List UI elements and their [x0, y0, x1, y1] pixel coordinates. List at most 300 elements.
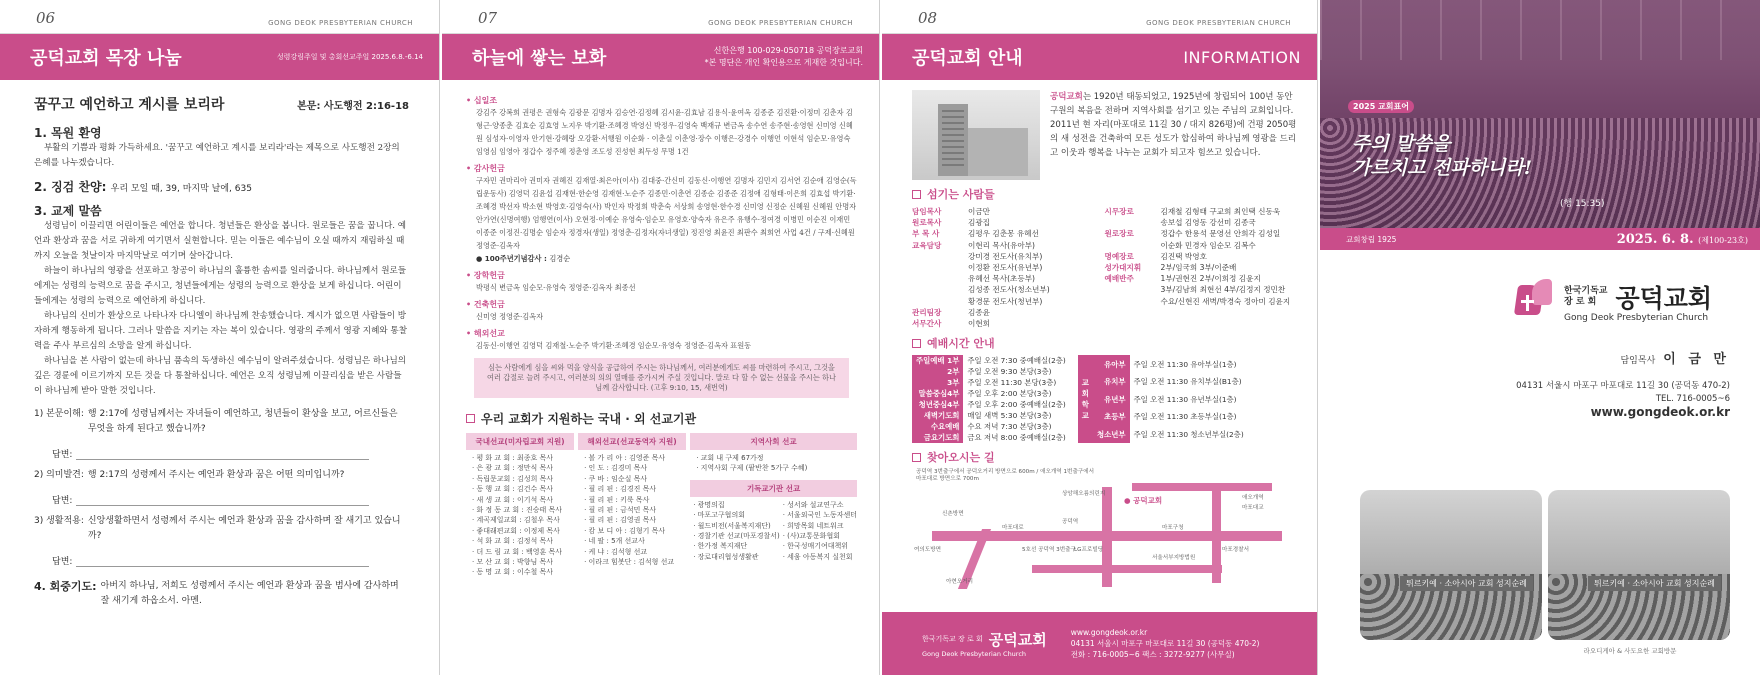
staff-names: 2부/임국희 3부/이준배 [1160, 263, 1237, 273]
domestic-missions-column [466, 433, 574, 578]
staff-names: 황경문 전도사(청년부) [968, 296, 1043, 306]
offering-category-overseas: • 해외선교 [466, 328, 857, 339]
worship-row [912, 366, 1070, 377]
overseas-mission-item: · 쿠 바 : 임순실 목사 [584, 474, 648, 483]
privacy-note: *본 명단은 개인 확인용으로 게재한 것입니다. [704, 58, 863, 67]
question-text: 행 2:17에 성령님께서는 자녀들이 예언하고, 청년들이 환상을 보고, 어르신들은 무엇을 하게 된다고 했습니까? [87, 409, 398, 434]
domestic-mission-item: · 동 행 교 회 : 김건수 목사 [472, 485, 554, 494]
worship-row [912, 432, 1070, 443]
worship-row [1078, 408, 1248, 426]
worship-time-place: 주일 오전 9:30 본당(3층) [967, 367, 1052, 377]
missions-heading [466, 410, 857, 427]
anniversary-offering: ● 100주년기념감사 : 김경순 [476, 254, 571, 263]
square-bullet-icon [466, 414, 475, 423]
motto-badge: 2025 교회표어 [1348, 100, 1414, 113]
overseas-mission-item: · 이라크 힘봇단 : 김석형 선교 [584, 558, 675, 567]
sanctuary-ceiling [1320, 0, 1760, 60]
staff-names: 수요/신현진 새벽/박경숙 정아미 김윤지 [1160, 296, 1291, 306]
worship-time-place: 주일 오전 11:30 청소년부실(2층) [1133, 429, 1244, 439]
footer-logo-title: 공덕교회 [988, 631, 1047, 649]
page-number: 07 [478, 9, 498, 27]
overseas-mission-item: · 캄 보 디 아 : 김형기 목사 [584, 526, 666, 535]
overseas-mission-item: · 인 도 : 김경미 목사 [584, 464, 648, 473]
map-label: 상암해오름의린지 [1062, 491, 1106, 498]
word-paragraph: 성령님이 이끌리면 어린이들은 예언을 합니다. 청년들은 환상을 봅니다. 원로들은 꿈을 꿉니다. 예언과 환상과 꿈을 서로 귀하게 여기면서 실현합니다. 믿는 이들은 예수님이 오실 때까지 재림하실 때까지 오늘을 첫날이자 마지막날로 여기며 살아갑니다. [34, 221, 407, 261]
bank-account: 신한은행 100-029-050718 공덕장로교회 [713, 46, 863, 55]
worship-service: 청년중심4부 [912, 399, 963, 410]
worship-time-place: 주일 오전 11:30 유년부실(1층) [1133, 394, 1237, 404]
motto-line-1: 주의 말씀을 [1352, 133, 1451, 155]
information-body [882, 80, 1317, 591]
worship-table-school [1078, 355, 1248, 443]
staff-role: 성가대지휘 [1104, 263, 1142, 273]
denomination [1564, 286, 1607, 308]
footer-logo-sub: 한국기독교 장 로 회 [922, 635, 983, 643]
staff-role: 원로장로 [1104, 229, 1134, 239]
answer-blank [76, 497, 369, 506]
prayer-label: 4. 회중기도: [34, 580, 97, 593]
map-label: 신촌방면 [942, 511, 964, 518]
church-name-header: GONG DEOK PRESBYTERIAN CHURCH [268, 19, 413, 27]
staff-row [912, 240, 1105, 251]
staff-role: 교육담당 [912, 240, 942, 250]
worship-time-place: 주일 오전 11:30 초등부실(1층) [1133, 412, 1237, 422]
footer-phone: 전화 : 716-0005~6 팩스 : 3272-9277 (사무실) [1070, 650, 1235, 659]
answer-blank [76, 451, 369, 460]
staff-names: 김재철 김형태 구교희 최인택 신동욱 [1160, 207, 1281, 216]
page-title-english: INFORMATION [1183, 47, 1301, 67]
section-hymn [34, 178, 409, 195]
issue-number: (제100-23호) [1698, 235, 1748, 245]
map-label: 여의도방면 [914, 547, 942, 554]
footer-website[interactable]: www.gongdeok.or.kr [1070, 628, 1148, 637]
overseas-mission-item: · 볼 가 리 아 : 김영준 목사 [584, 454, 666, 462]
staff-names: 정갑수 한용석 문영선 안희각 김성일 [1160, 229, 1281, 239]
staff-names: 1부/권현진 2부/이희정 김윤지 [1160, 274, 1261, 284]
missions-table [466, 433, 857, 578]
staff-names: 송보섭 김영동 강선미 김종국 [1160, 218, 1256, 228]
page-number: 06 [36, 9, 56, 27]
regional-mission-item: · 교회 내 구제 67가정 [696, 454, 764, 462]
staff-role [912, 296, 968, 307]
institution-mission-item: · 성서와 설교연구소 [782, 500, 844, 509]
offering-names: 구자민 권마리아 권미자 권혜진 김재열·최은아(이사) 김대중·간신미 김동신·이행연 김명자 김민지 김서연 김순애 김영순(독립운동사) 김영덕 김윤섭 김재현·한순영 김재현·노순주 김종민·이춘연 김종순 김종준 김정애 김형태·이은희 김효섭 박기환·조혜경 박선자 박소현 박영호·김영숙(사) 박인자 박정희 박춘숙 서상희 송영현·한수경 신미영 신정순 신혜원 신혜원 안명자 안가연(신명여행) 엄행연(이사) 오현정·이예순 유영숙·임순모 유영호·양숙자 유은주 유행수·정여경 이병민 이순진 이재민 이종준 이정진·김명순 임순자 정경자(생일) 정영춘·김정자(자녀생일) 정진영 최윤진 최판수 최희연 사업 4건 / 구제·신혜원 정영준·김옥자 [476, 176, 857, 250]
staff-row [912, 307, 1105, 318]
worship-time-place: 주일 오전 7:30 중예배실(2층) [967, 356, 1066, 366]
worship-row [912, 388, 1070, 399]
domestic-mission-item: · 석 화 교 회 : 김정석 목사 [472, 537, 554, 546]
church-logo-icon [1512, 275, 1556, 319]
staff-names: 김종윤 [968, 307, 991, 317]
staff-role [912, 273, 968, 284]
overseas-mission-item: · 필 리 핀 : 김영권 목사 [584, 516, 657, 525]
offering-names: 신미영 정영준·김옥자 [476, 312, 544, 321]
question-text: 행 2:17의 성령께서 주시는 예언과 환상과 꿈은 어떤 의미입니까? [87, 470, 345, 480]
worship-time-place: 주일 오후 2:00 본당(3층) [967, 389, 1052, 399]
regional-missions-list [690, 450, 857, 474]
domestic-mission-item: · 화 정 동 교 회 : 진승태 목사 [472, 506, 563, 515]
staff-role [1105, 284, 1161, 295]
overseas-missions-header: 해외선교(선교동역자 지원) [578, 433, 686, 450]
photos-caption: 라오디게아 & 사도요한 교회방문 [1583, 647, 1677, 655]
question-item [34, 514, 409, 544]
answer-label: 답변: [52, 557, 73, 567]
page-cover [1320, 0, 1760, 675]
worship-service: 청소년부 [1093, 426, 1130, 444]
issue-date-value: 2025. 6. 8. [1616, 231, 1694, 247]
institution-mission-item: · 장로대리협성생활관 [693, 552, 759, 561]
square-bullet-icon [912, 339, 921, 348]
banner-caption: 튀르키예 · 소아시아 교회 성지순례 [1400, 576, 1533, 591]
staff-row [1105, 228, 1298, 239]
institution-mission-item: · 월드비전(서울복지재단) [693, 521, 771, 530]
worship-service: 새벽기도회 [912, 410, 963, 421]
sermon-sharing-body [0, 80, 439, 609]
sermon-title: 꿈꾸고 예언하고 계시를 보리라 [34, 97, 225, 113]
domestic-mission-item: · 계곡제일교회 : 김철우 목사 [472, 516, 560, 525]
denomination-line-2: 장 로 회 [1564, 297, 1597, 307]
worship-service: 3부 [912, 377, 963, 388]
staff-directory [912, 206, 1297, 329]
church-intro-text [1050, 90, 1297, 180]
scripture-note: 심는 사람에게 심을 씨와 먹을 양식을 공급하여 주시는 하나님께서, 여러분에게도 씨를 마련하여 주시고, 그것을 여러 갑절로 늘려 주시고, 여러분의 의의 열매를 증가시켜 주실 것입니다. 말로 다 할 수 없는 선물을 주시는 하나님께 감사합니다. (고후 9:10, 15, 새번역) [474, 358, 849, 398]
question-text: 신앙생활하면서 성령께서 주시는 예언과 환상과 꿈을 감사하며 잘 새기고 있습니까? [87, 516, 401, 541]
regional-missions-column [690, 433, 857, 578]
staff-row [912, 318, 1105, 329]
staff-row [912, 206, 1105, 217]
church-intro-name: 공덕교회 [1050, 92, 1083, 102]
page-title: 공덕교회 목장 나눔 [30, 48, 182, 69]
senior-pastor-label: 담임목사 [1620, 356, 1656, 366]
domestic-mission-item: · 동 명 교 회 : 이수철 목사 [472, 568, 554, 577]
motto-line-2: 가르치고 전파하니라! [1352, 157, 1533, 179]
staff-role [912, 251, 968, 262]
footer-address: 04131 서울시 마포구 마포대로 11길 30 (공덕동 470-2) [1070, 639, 1260, 648]
established-year: 교회창립 1925 [1346, 234, 1397, 244]
staff-role: 시무장로 [1104, 207, 1134, 216]
map-label: 마포대로 [1002, 525, 1024, 532]
page-header [0, 0, 439, 34]
map-note: 공덕역 3번출구에서 공덕오거리 방면으로 600m / 애오개역 1번출구에서 마포대로 방면으로 700m [916, 469, 1095, 483]
staff-row [912, 217, 1105, 228]
church-intro [912, 90, 1297, 180]
issue-date [1617, 232, 1748, 247]
overseas-mission-item: · 네 팔 : 5개 선교사 [584, 537, 645, 546]
worship-row [912, 399, 1070, 410]
domestic-mission-item: · 좋대래편교회 : 이정제 목사 [472, 526, 560, 535]
institution-missions-list-2 [780, 497, 857, 562]
institution-mission-item: · 한국성매기여대책위 [782, 542, 849, 551]
footer-logo-english: Gong Deok Presbyterian Church [922, 650, 1027, 658]
anniversary-offering-label: 100주년기념감사 [484, 254, 542, 263]
answer-label: 답변: [52, 450, 73, 460]
hymn-list: 우리 모일 때, 39, 마지막 날에, 635 [110, 184, 252, 194]
answer-label: 답변: [52, 496, 73, 506]
institution-mission-item: · 한가정 복지재단 [693, 542, 748, 551]
map-label: 5호선 공덕역 3번출구 [1022, 547, 1076, 554]
map-road [1032, 565, 1222, 573]
staff-role [912, 284, 968, 295]
domestic-mission-item: · 더 드 림 교 회 : 백영훈 목사 [472, 547, 563, 556]
answer-line [52, 447, 409, 460]
staff-names: 김평우 김춘몽 유혜선 [968, 229, 1039, 239]
offering-category-scholarship: • 장학헌금 [466, 270, 857, 281]
offering-category-thanks: • 감사헌금 [466, 163, 857, 174]
issue-date-bar [1320, 228, 1760, 250]
page-header [882, 0, 1317, 34]
worship-table-main [912, 355, 1070, 443]
domestic-missions-list [466, 450, 574, 578]
staff-names: 이현희 [968, 319, 991, 329]
page-title: 하늘에 쌓는 보화 [472, 48, 607, 69]
staff-names: 김진택 박영호 [1160, 251, 1207, 261]
square-bullet-icon [912, 453, 921, 462]
overseas-mission-item: · 필 리 핀 : 금석민 목사 [584, 506, 657, 515]
staff-role [912, 262, 968, 273]
institution-mission-item: · 광명의집 [693, 500, 725, 509]
worship-row [912, 410, 1070, 421]
worship-service: 초등부 [1093, 408, 1130, 426]
pilgrimage-photo [1548, 490, 1730, 640]
staff-role: 부 목 사 [912, 229, 940, 239]
page-number: 08 [918, 9, 938, 27]
regional-mission-item: · 지역사회 구제 (팥반찬 5가구 수혜) [696, 464, 808, 473]
staff-role: 관리팀장 [912, 307, 942, 317]
directions-map [912, 469, 1297, 591]
map-label: LG프로빌딩 [1074, 547, 1104, 554]
worship-time-place: 금요 저녁 8:00 중예배실(2층) [967, 433, 1066, 443]
worship-service: 2부 [912, 366, 963, 377]
map-label: 마포경찰서 [1222, 547, 1250, 554]
cover-photo [1320, 0, 1760, 228]
domestic-mission-item: · 독립문교회 : 김성희 목사 [472, 474, 554, 483]
staff-title: 섬기는 사람들 [927, 188, 995, 201]
scripture-reference: 본문: 사도행전 2:16-18 [297, 101, 409, 112]
staff-row [912, 296, 1105, 307]
word-paragraph: 하늘이 하나님의 영광을 선포하고 창공이 하나님의 훌륭한 솜씨를 일러줍니다. 하나님께서 원로들에게는 성령의 능력으로 꿈을 주시고, 청년들에게는 성령의 능력으로 환상을 보게 하십니다. 어린이들에게는 성령의 능력으로 예언하게 하십니다. [34, 266, 407, 306]
directions-heading [912, 449, 1297, 465]
question-label: 2) 의미발견: [34, 470, 84, 480]
map-label: 공덕역 [1062, 519, 1079, 526]
worship-row [1078, 426, 1248, 444]
overseas-missions-list [578, 450, 686, 567]
directions-title: 찾아오시는 길 [927, 451, 995, 465]
church-intro-body: 는 1920년 태동되었고, 1925년에 창립되어 100년 동안 구원의 복음을 전하며 지역사회를 섬기고 있는 주님의 교회입니다. 2011년 현 자리(마포대로 11길 30 / 대지 826평)에 건평 2050평의 새 성전을 건축하여 모든 성도가 합심하여 하나님께 영광을 드리고 이웃과 행복을 나누는 교회가 되고자 힘쓰고 있습니다. [1050, 92, 1297, 158]
staff-row [1105, 206, 1298, 217]
staff-names: 이금만 [968, 207, 991, 216]
cover-phone: TEL. 716-0005~6 [1655, 394, 1730, 404]
prayer-text: 아버지 하나님, 저희도 성령께서 주시는 예언과 환상과 꿈을 범사에 감사하며 잘 새기게 하옵소서. 아멘. [100, 581, 399, 606]
worship-time-place: 주일 오전 11:30 유치부실(B1층) [1133, 377, 1242, 387]
map-label: 애오개역 [1242, 495, 1264, 502]
staff-row [1105, 284, 1298, 295]
domestic-missions-header: 국내선교(미자립교회 지원) [466, 433, 574, 450]
footer-contact [1071, 627, 1260, 660]
institution-mission-item: · 서울외국인 노동자센터 [782, 511, 858, 520]
staff-row [1105, 251, 1298, 262]
page-title-bar [882, 34, 1317, 80]
domestic-mission-item: · 모 산 교 회 : 박향님 목사 [472, 558, 554, 567]
staff-column-left [912, 206, 1105, 329]
cover-address: 04131 서울시 마포구 마포대로 11길 30 (공덕동 470-2) [1516, 381, 1730, 391]
church-brand [1512, 275, 1713, 323]
answer-line [52, 493, 409, 506]
institution-missions-list [690, 497, 780, 562]
sermon-header [34, 94, 409, 114]
staff-names: 이정환 전도사(유년부) [968, 263, 1043, 273]
church-name-header: GONG DEOK PRESBYTERIAN CHURCH [1146, 19, 1291, 27]
section-welcome-title: 1. 목원 환영 [34, 126, 102, 140]
bank-info [705, 45, 863, 69]
regional-missions-header: 지역사회 선교 [690, 433, 857, 450]
domestic-mission-item: · 새 생 교 회 : 이기석 목사 [472, 495, 554, 504]
congregation-prayer [34, 579, 409, 609]
church-name-english: Gong Deok Presbyterian Church [1564, 313, 1709, 323]
anniversary-offering-names: 김경순 [549, 254, 571, 263]
question-label: 1) 본문이해: [34, 409, 84, 419]
offering-names: 김동신·이행연 김영덕 김재철·노순주 박기환·조혜경 임순모·유영숙 정영준·김옥자 표원동 [476, 341, 752, 350]
overseas-mission-item: · 필 리 핀 : 키룩 목사 [584, 495, 650, 504]
staff-role [1105, 296, 1161, 307]
church-school-label: 교 회 학 교 [1078, 355, 1093, 443]
worship-time-place: 주일 오전 11:30 유아부실(1층) [1133, 359, 1237, 369]
church-motto [1352, 132, 1532, 180]
staff-role [1105, 217, 1161, 228]
week-info: 성령강림주일 및 총회선교주일 2025.6.8.-6.14 [276, 52, 423, 61]
page-title-bar [442, 34, 879, 80]
worship-row [912, 377, 1070, 388]
senior-pastor-name: 이 금 만 [1663, 352, 1730, 367]
senior-pastor [1620, 348, 1730, 367]
worship-time-place: 수요 저녁 7:30 본당(3층) [967, 422, 1052, 432]
worship-row [1078, 373, 1248, 391]
word-paragraph: 하나님의 신비가 환상으로 나타나자 다니엘이 하나님께 찬송했습니다. 계시가 없으면 사람들이 방자하게 행동하게 됩니다. 그러나 말씀을 지키는 자는 복이 있습니다. 영광의 주께서 영광 지혜와 통찰력을 주사 부르심의 소망을 알게 하십니다. [34, 311, 408, 351]
information-footer [882, 612, 1317, 675]
staff-role: 서무간사 [912, 319, 942, 329]
church-name: 공덕교회 [1615, 284, 1713, 313]
institution-mission-item: · 마포고구협의회 [693, 511, 745, 520]
staff-names: 이현리 목사(유아부) [968, 240, 1036, 250]
staff-row [1105, 296, 1298, 307]
worship-service: 유아부 [1093, 355, 1130, 373]
worship-row [912, 355, 1070, 366]
square-bullet-icon [912, 190, 921, 199]
answer-line [52, 554, 409, 567]
staff-names: 김성종 전도사(청소년부) [968, 285, 1050, 295]
worship-service: 유치부 [1093, 373, 1130, 391]
staff-names: 유혜선 목사(초등부) [968, 274, 1036, 284]
overseas-mission-item: · 케 냐 : 김석형 선교 [584, 547, 648, 556]
worship-time-place: 주일 오전 11:30 본당(3층) [967, 378, 1057, 388]
missions-title: 우리 교회가 지원하는 국내 · 외 선교기관 [481, 412, 697, 426]
overseas-missions-column [578, 433, 686, 578]
question-item [34, 468, 409, 483]
staff-row [912, 228, 1105, 239]
worship-time-place: 주일 오후 2:00 중예배실(2층) [967, 400, 1066, 410]
pilgrimage-photos [1360, 490, 1730, 640]
staff-row [912, 262, 1105, 273]
worship-service: 금요기도회 [912, 432, 963, 443]
word-paragraph: 하나님을 본 사람이 없는데 하나님 품속의 독생하신 예수님이 알려주셨습니다. 성령님은 하나님의 깊은 경륜에 이르기까지 모든 것을 다 통찰하십니다. 예언은 오직 성령님께 이끌리심을 받은 사람들이 하나님께 받아 말한 것입니다. [34, 356, 407, 396]
section-word-title: 3. 교제 말씀 [34, 204, 102, 218]
staff-row [1105, 240, 1298, 251]
page-church-information [882, 0, 1318, 675]
staff-heading [912, 186, 1297, 202]
church-name-header: GONG DEOK PRESBYTERIAN CHURCH [708, 19, 853, 27]
institution-mission-item: · 경찰기관 선교(마포경찰서) [693, 532, 780, 541]
domestic-mission-item: · 은 광 교 회 : 정만식 목사 [472, 464, 554, 473]
staff-row [912, 284, 1105, 295]
worship-time-place: 매일 새벽 5:30 본당(3층) [967, 411, 1052, 421]
institution-missions-header: 기독교기관 선교 [690, 480, 857, 497]
motto-reference: (행 15:35) [1560, 199, 1605, 209]
question-item [34, 407, 409, 437]
page-cell-group-sharing [0, 0, 440, 675]
staff-row [1105, 217, 1298, 228]
hymn-label: 2. 징검 찬양: [34, 180, 107, 194]
domestic-mission-item: · 평 화 교 회 : 최종호 목사 [472, 454, 554, 462]
overseas-mission-item: · 필 리 핀 : 김경진 목사 [584, 485, 657, 494]
worship-service: 말씀중심4부 [912, 388, 963, 399]
institution-mission-item: · 희망목회 네트워크 [782, 521, 844, 530]
page-header [442, 0, 879, 34]
worship-service: 수요예배 [912, 421, 963, 432]
worship-service: 주일예배 1부 [912, 355, 963, 366]
staff-role [1105, 240, 1161, 251]
institution-lists [690, 497, 857, 562]
worship-schedule [912, 355, 1297, 443]
staff-role: 예배반주 [1104, 274, 1134, 284]
church-location-pin: ● 공덕교회 [1124, 496, 1163, 506]
church-location-label: 공덕교회 [1133, 496, 1163, 506]
cover-website[interactable]: www.gongdeok.or.kr [1590, 405, 1730, 419]
institution-mission-item: · 세움 아동복지 실천회 [782, 552, 853, 561]
map-road [1132, 483, 1272, 491]
map-label: 서울서부지방법원 [1152, 555, 1196, 562]
worship-row [1078, 390, 1248, 408]
map-label: 아현오거리 [946, 579, 974, 586]
worship-service: 유년부 [1093, 390, 1130, 408]
page-title-bar [0, 34, 439, 80]
question-label: 3) 생활적용: [34, 516, 84, 526]
staff-role: 명예장로 [1104, 251, 1134, 261]
answer-blank [76, 558, 369, 567]
page-offerings [442, 0, 880, 675]
worship-heading [912, 335, 1297, 351]
staff-names: 3부/김남희 최현선 4부/김정지 정민찬 [1160, 285, 1286, 295]
denomination-line-1: 한국기독교 [1564, 286, 1608, 296]
staff-row [912, 273, 1105, 284]
cover-contact [1516, 380, 1730, 419]
staff-row [1105, 262, 1298, 273]
worship-row [912, 421, 1070, 432]
page-title: 공덕교회 안내 [912, 48, 1023, 69]
staff-role: 담임목사 [912, 207, 942, 216]
worship-title: 예배시간 안내 [927, 337, 995, 351]
map-label: 마포구청 [1162, 525, 1184, 532]
staff-column-right [1105, 206, 1298, 329]
church-building-image [912, 90, 1040, 180]
staff-names: 김광집 [968, 218, 991, 228]
offering-names: 강김주 강복희 권평은 권형숙 김광문 김명자 김승연·김정혜 김시윤·김효남 김용식·윤여옥 김종준 김진환·이정미 김춘자 김형근·양종춘 김효순 김효영 노지우 박기환·조혜경 박영신 박정우·김영숙 백재규 변금옥 송수연 송주현·송영현 신미영 신혜원 심성자·이영자 안기현·강혜랑 오강환·서행원 이순화 · 이춘실 이춘영·장수 이행은·강경수 이행언 이현석 임순모·유영숙 임영심 임영아 정갑수 정주혜 정춘영 조도성 진성현 최두성 무명 1건 [476, 108, 853, 156]
pilgrimage-photo [1360, 490, 1542, 640]
staff-names: 강미경 전도사(유치부) [968, 251, 1043, 261]
footer-logo [922, 629, 1047, 658]
map-label: 마포대교 [1242, 505, 1264, 512]
staff-row [912, 251, 1105, 262]
offering-category-building: • 건축헌금 [466, 299, 857, 310]
staff-row [1105, 273, 1298, 284]
